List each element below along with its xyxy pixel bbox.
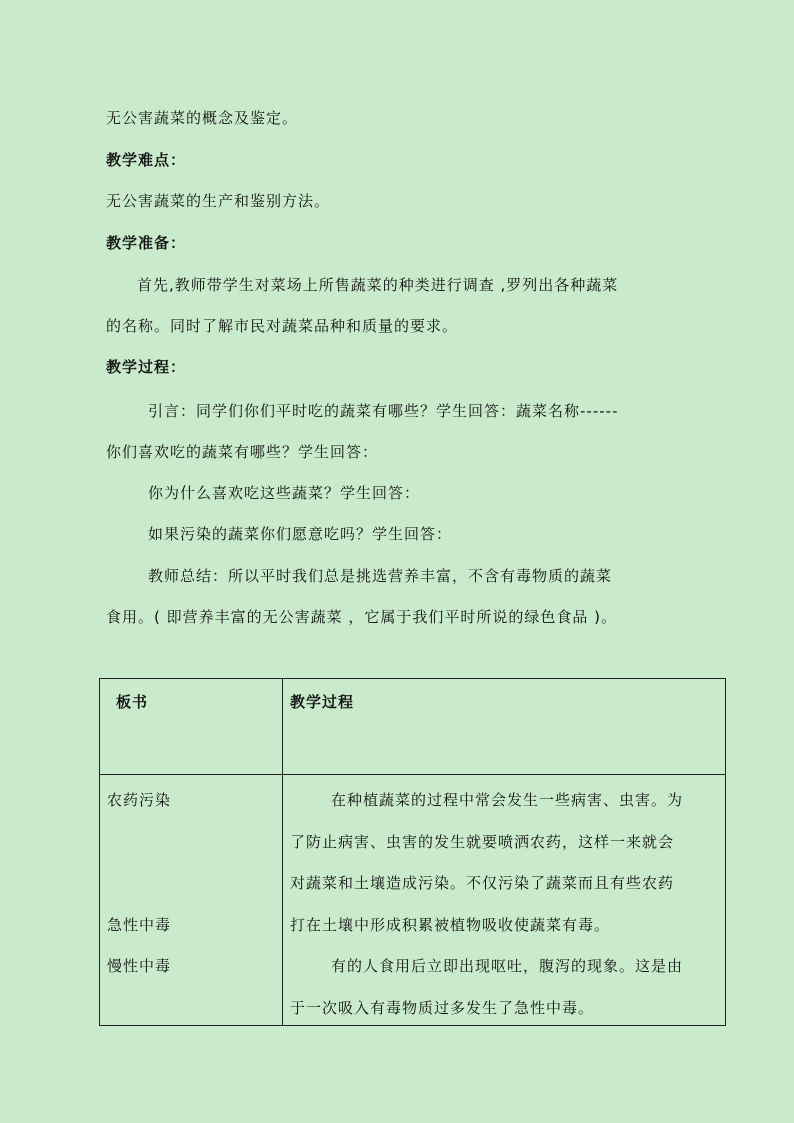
section-heading-preparation: 教学准备： [106,234,187,252]
header-process: 教学过程 [283,679,726,775]
process-line: 了防止病害、虫害的发生就要喷洒农药，这样一来就会 [290,833,675,851]
board-label: 慢性中毒 [107,957,172,975]
board-cell [100,775,283,1026]
text-line: 你们喜欢吃的蔬菜有哪些？学生回答： [106,443,379,461]
text-line: 教师总结：所以平时我们总是挑选营养丰富，不含有毒物质的蔬菜 [148,567,613,585]
text-line: 你为什么喜欢吃这些蔬菜？学生回答： [148,484,421,502]
text-line: 首先,教师带学生对菜场上所售蔬菜的种类进行调查 ,罗列出各种蔬菜 [137,276,619,294]
text-line: 无公害蔬菜的概念及鉴定。 [106,109,299,127]
table-row [100,775,726,1026]
process-cell [283,775,726,1026]
process-line: 在种植蔬菜的过程中常会发生一些病害、虫害。为 [331,791,684,809]
process-line: 对蔬菜和土壤造成污染。不仅污染了蔬菜而且有些农药 [290,874,675,892]
section-heading-process: 教学过程： [106,358,187,376]
process-line: 于一次吸入有毒物质过多发生了急性中毒。 [290,999,595,1017]
board-table [99,678,726,1026]
board-label: 农药污染 [107,791,172,809]
header-board: 板书 [100,679,283,775]
table-header-row [100,679,726,775]
text-line: 引言：同学们你们平时吃的蔬菜有哪些？学生回答：蔬菜名称------ [148,402,619,420]
section-heading-difficulty: 教学难点： [106,151,187,169]
text-line: 如果污染的蔬菜你们愿意吃吗？学生回答： [148,525,453,543]
process-line: 有的人食用后立即出现呕吐，腹泻的现象。这是由 [331,957,684,975]
process-line: 打在土壤中形成积累被植物吸收使蔬菜有毒。 [290,916,611,934]
text-line: 无公害蔬菜的生产和鉴别方法。 [106,192,331,210]
text-line: 的名称。同时了解市民对蔬菜品种和质量的要求。 [106,317,459,335]
board-label: 急性中毒 [107,916,172,934]
text-line: 食用。( 即营养丰富的无公害蔬菜 ，它属于我们平时所说的绿色食品 )。 [106,608,618,626]
